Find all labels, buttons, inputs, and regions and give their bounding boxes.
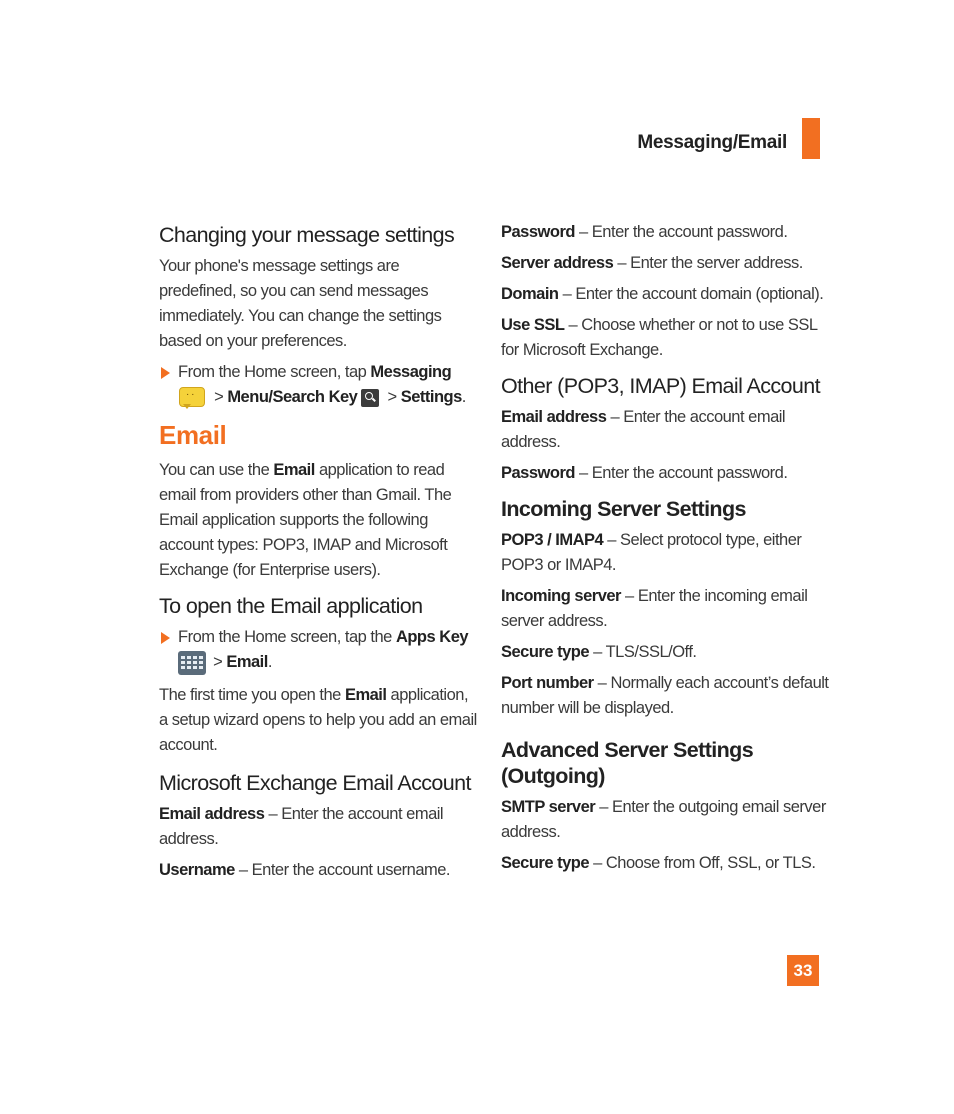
first-time-post: application, a setup wizard opens to help you add an email account.	[159, 686, 477, 754]
section-title: Messaging/Email	[637, 132, 787, 153]
definition-desc: – Enter the account email address.	[159, 805, 444, 848]
right-column	[501, 220, 831, 882]
definition-term: Incoming server	[501, 587, 621, 605]
open-step-end: .	[267, 653, 272, 671]
definition-desc: – Enter the outgoing email server address.	[501, 798, 826, 841]
definition-item	[159, 858, 479, 883]
definition-desc: – TLS/SSL/Off.	[589, 643, 697, 661]
email-intro-post: application to read email from providers other than Gmail. The Email application supports the following account types: POP3, IMAP and Microsoft Exchange (for Enterprise users).	[159, 461, 452, 579]
definition-term: Email address	[501, 408, 607, 426]
changing-settings-heading: Changing your message settings	[159, 223, 455, 247]
definition-term: Password	[501, 464, 575, 482]
definition-desc: – Choose from Off, SSL, or TLS.	[589, 854, 816, 872]
definition-item	[159, 802, 479, 852]
definition-item	[501, 313, 831, 363]
definition-term: Domain	[501, 285, 559, 303]
step-arrow-icon	[161, 367, 170, 379]
definition-term: Server address	[501, 254, 614, 272]
menu-search-key-label: Menu/Search Key	[227, 388, 358, 406]
definition-desc: – Enter the account domain (optional).	[558, 285, 824, 303]
definition-desc: – Enter the account email address.	[501, 408, 786, 451]
page-number: 33	[787, 955, 819, 986]
section-tab-marker	[802, 118, 820, 159]
changing-settings-paragraph: Your phone's message settings are predefined, so you can send messages immediately. You can change the settings based on your preferences.	[159, 257, 442, 350]
messaging-icon: · ·	[178, 386, 204, 410]
open-step-pre: From the Home screen, tap the	[178, 628, 396, 646]
definition-item	[501, 584, 831, 634]
first-time-bold: Email	[344, 686, 387, 704]
page-header	[620, 118, 820, 160]
email-title: Email	[159, 420, 227, 450]
open-email-heading: To open the Email application	[159, 594, 423, 618]
step-arrow-icon	[161, 632, 170, 644]
definition-term: Email address	[159, 805, 265, 823]
definition-item	[501, 528, 831, 578]
apps-key-icon	[178, 651, 206, 675]
open-email-step	[159, 625, 479, 675]
definition-item	[501, 251, 831, 276]
definition-term: Port number	[501, 674, 594, 692]
definition-item	[501, 640, 831, 665]
left-column	[159, 222, 479, 889]
email-intro-pre: You can use the	[159, 461, 274, 479]
definition-item	[501, 220, 831, 245]
definition-item	[501, 851, 831, 876]
definition-desc: – Enter the server address.	[613, 254, 803, 272]
first-time-paragraph	[159, 683, 479, 758]
apps-key-label: Apps Key	[395, 628, 469, 646]
definition-desc: – Select protocol type, either POP3 or IMAP4.	[501, 531, 802, 574]
definition-desc: – Enter the incoming email server address.	[501, 587, 808, 630]
email-app-label: Email	[226, 653, 268, 671]
exchange-heading: Microsoft Exchange Email Account	[159, 771, 471, 795]
definition-item	[501, 405, 831, 455]
step-text-pre: From the Home screen, tap	[178, 363, 371, 381]
step-end: .	[461, 388, 466, 406]
step-sep-1: >	[210, 388, 228, 406]
definition-item	[501, 282, 831, 307]
definition-desc: – Enter the account password.	[574, 223, 788, 241]
definition-term: Secure type	[501, 643, 590, 661]
messaging-label: Messaging	[370, 363, 452, 381]
open-step-sep: >	[209, 653, 227, 671]
incoming-settings-heading: Incoming Server Settings	[501, 497, 746, 521]
definition-item	[501, 671, 831, 721]
email-intro-bold: Email	[273, 461, 315, 479]
definition-term: Username	[159, 861, 235, 879]
settings-label: Settings	[400, 388, 462, 406]
email-intro-paragraph	[159, 458, 479, 583]
other-account-heading: Other (POP3, IMAP) Email Account	[501, 374, 820, 398]
definition-term: Password	[501, 223, 575, 241]
definition-term: Secure type	[501, 854, 590, 872]
advanced-settings-heading: Advanced Server Settings (Outgoing)	[501, 738, 754, 788]
definition-desc: – Enter the account password.	[574, 464, 788, 482]
definition-item	[501, 461, 831, 486]
first-time-pre: The first time you open the	[159, 686, 345, 704]
definition-term: Use SSL	[501, 316, 565, 334]
changing-settings-step	[159, 360, 479, 410]
definition-desc: – Normally each account’s default number will be displayed.	[501, 674, 829, 717]
definition-term: SMTP server	[501, 798, 596, 816]
definition-desc: – Choose whether or not to use SSL for Microsoft Exchange.	[501, 316, 817, 359]
step-sep-2: >	[383, 388, 401, 406]
menu-search-key-icon	[361, 389, 379, 407]
definition-item	[501, 795, 831, 845]
definition-term: POP3 / IMAP4	[501, 531, 604, 549]
definition-desc: – Enter the account username.	[234, 861, 451, 879]
